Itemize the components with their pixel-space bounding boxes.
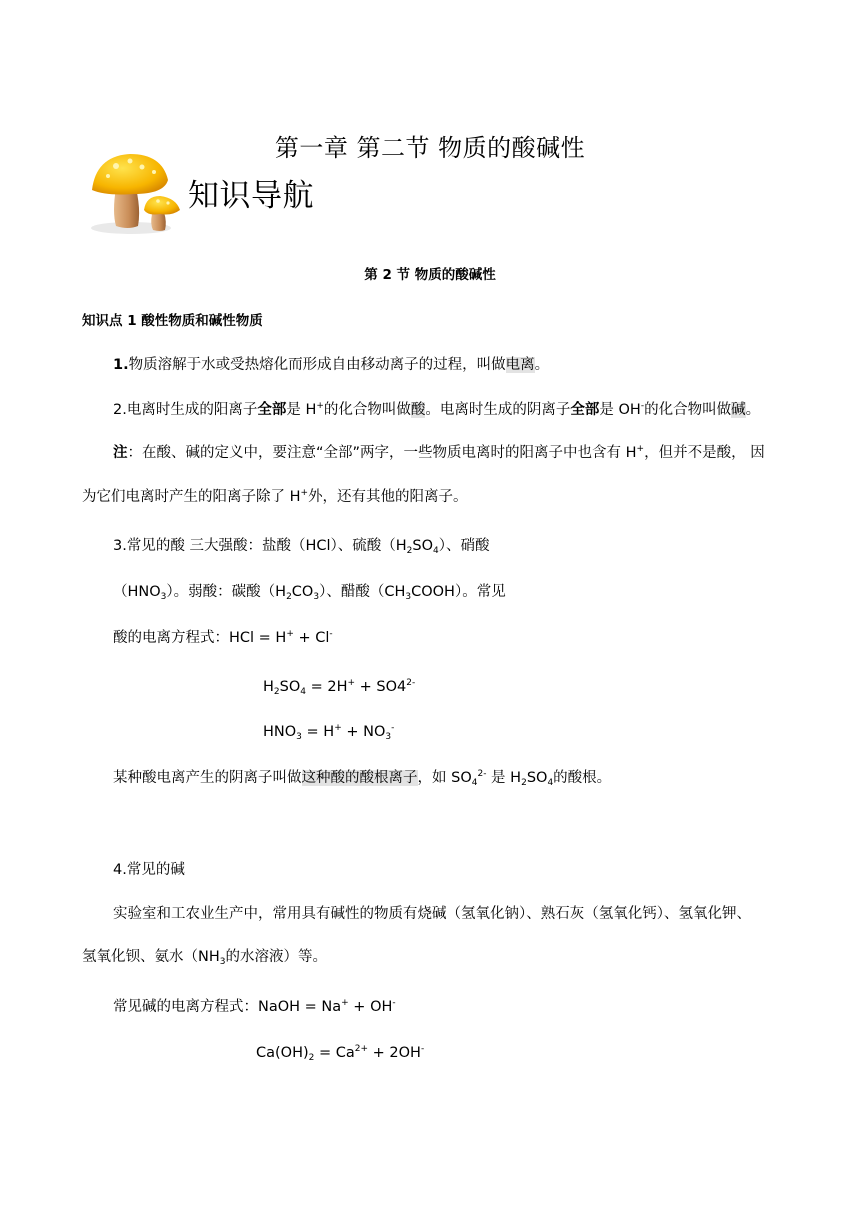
equation-caoh2 <box>256 1043 424 1063</box>
p4-eq-label: 常见碱的电离方程式：NaOH = Na <box>113 999 342 1015</box>
p2-text-f: 的化合物叫做 <box>644 402 732 418</box>
p3-sub-2b: 2 <box>286 592 292 602</box>
paragraph-2 <box>113 400 760 420</box>
acid-root-text-a: 某种酸电离产生的阴离子叫做 <box>113 770 302 786</box>
eq1-c: = 2H <box>306 679 348 695</box>
note-text-1-end: ，但并不是酸， 因 <box>644 445 765 461</box>
note-text-2a: 为它们电离时产生的阳离子除了 H <box>82 489 301 505</box>
p3-text-3: 酸的电离方程式：HCl = H <box>113 630 287 646</box>
p3-text-1b: SO <box>412 538 434 554</box>
eq1-a: H <box>263 679 274 695</box>
equation-hno3 <box>263 722 394 742</box>
eq3-sup-2plus: 2+ <box>354 1044 369 1054</box>
paragraph-3-line-3 <box>113 628 333 648</box>
p4-text-2b: 的水溶液）等。 <box>225 949 327 965</box>
base-equation-label <box>113 997 396 1017</box>
eq3-a: Ca(OH) <box>256 1045 309 1061</box>
mushroom-icon <box>86 150 186 236</box>
eq2-c: + NO <box>341 724 386 740</box>
p3-sup-plus: + <box>286 629 294 639</box>
p3-text-1: 3.常见的酸 三大强酸：盐酸（HCl）、硫酸（H <box>113 538 407 554</box>
paragraph-acid-root <box>113 768 611 788</box>
p3-sub-3c: 3 <box>313 592 320 602</box>
paragraph-3-line-1 <box>113 536 490 556</box>
p3-text-2e: COOH）。常见 <box>411 584 506 600</box>
acid-root-term: 这种酸的酸根离子 <box>301 770 418 786</box>
acid-root-text-c: 是 H <box>486 770 522 786</box>
acid-root-text-e: 的酸根。 <box>553 770 612 786</box>
paragraph-3-line-2 <box>113 582 506 602</box>
p3-text-2b: ）。弱酸：碳酸（H <box>166 584 287 600</box>
p2-text-d: 。电离时生成的阴离子 <box>425 402 571 418</box>
p3-text-2a: （HNO <box>113 584 161 600</box>
knowledge-point-heading: 知识点 1 酸性物质和碱性物质 <box>82 313 263 329</box>
p3-text-1c: ）、硝酸 <box>438 538 490 554</box>
eq3-c: + 2OH <box>368 1045 421 1061</box>
p2-text-a: 2.电离时生成的阳离子 <box>113 402 258 418</box>
paragraph-4-heading: 4.常见的碱 <box>113 862 185 878</box>
eq2-sup-minus: - <box>391 723 395 733</box>
p3-text-2d: ）、醋酸（CH <box>319 584 406 600</box>
eq3-sub-2: 2 <box>308 1053 315 1063</box>
eq1-d: + SO <box>355 679 398 695</box>
eq1-b: SO <box>279 679 301 695</box>
note-line-2 <box>82 487 468 507</box>
p2-sup-minus: - <box>640 401 645 411</box>
p2-text-e: 是 OH <box>599 402 641 418</box>
eq1-sup-plus: + <box>347 678 356 688</box>
p4-eq-label-b: + OH <box>348 999 393 1015</box>
p2-text-c: 的化合物叫做 <box>323 402 411 418</box>
p3-text-3b: + Cl <box>293 630 330 646</box>
p2-emph-2: 全部 <box>570 402 600 418</box>
paragraph-4-line-1: 实验室和工农业生产中，常用具有碱性的物质有烧碱（氢氧化钠）、熟石灰（氢氧化钙）、氢氧化钾、 <box>113 906 751 922</box>
p2-term-acid: 酸 <box>410 402 426 418</box>
p2-term-base: 碱 <box>731 402 746 418</box>
p3-sub-3d: 3 <box>405 592 412 602</box>
paragraph-4-line-2 <box>82 947 327 967</box>
p2-text-g: 。 <box>745 402 761 418</box>
p3-sub-2: 2 <box>406 546 413 556</box>
p1-number: 1. <box>113 357 129 373</box>
eq1-sub-4: 4 <box>300 687 306 697</box>
note-text-1: ：在酸、碱的定义中，要注意“全部”两字，一些物质电离时的阳离子中也含有 H <box>127 445 637 461</box>
p2-emph-1: 全部 <box>257 402 287 418</box>
eq1-four: 4 <box>397 679 407 695</box>
p1-term: 电离 <box>505 357 535 373</box>
eq3-sup-minus: - <box>420 1044 425 1054</box>
acid-root-sub-4b: 4 <box>547 778 554 788</box>
eq2-sub-3b: 3 <box>385 732 392 742</box>
p2-sup-plus: + <box>316 401 324 411</box>
nav-heading: 知识导航 <box>188 178 314 214</box>
p4-sup-plus: + <box>341 998 349 1008</box>
acid-root-sup-2minus: 2- <box>477 769 487 779</box>
eq2-sup-plus: + <box>334 723 342 733</box>
note-sup-plus-2: + <box>300 488 309 498</box>
acid-root-sub-4: 4 <box>471 778 478 788</box>
p4-text-2a: 氢氧化钡、氨水（NH <box>82 949 220 965</box>
note-line-1 <box>113 443 765 463</box>
paragraph-1 <box>113 355 549 375</box>
equation-h2so4 <box>263 677 415 697</box>
acid-root-text-b: ，如 SO <box>417 770 472 786</box>
p4-sup-minus: - <box>392 998 396 1008</box>
note-text-2b: 外，还有其他的阳离子。 <box>308 489 468 505</box>
p3-sub-4: 4 <box>433 546 439 556</box>
note-sup-plus: + <box>636 444 645 454</box>
acid-root-text-d: SO <box>526 770 548 786</box>
page-title: 第一章 第二节 物质的酸碱性 <box>274 134 586 162</box>
p1-text: 物质溶解于水或受热熔化而形成自由移动离子的过程，叫做 <box>128 357 506 373</box>
p3-sup-minus: - <box>329 629 333 639</box>
p3-text-2c: CO <box>291 584 314 600</box>
note-label: 注 <box>113 445 128 461</box>
section-heading: 第 2 节 物质的酸碱性 <box>364 267 496 283</box>
acid-root-sub-2: 2 <box>521 778 527 788</box>
eq2-sub-3: 3 <box>296 732 302 742</box>
eq2-b: = H <box>301 724 335 740</box>
eq2-a: HNO <box>263 724 297 740</box>
p2-text-b: 是 H <box>286 402 317 418</box>
eq1-sup-2minus: 2- <box>406 678 416 688</box>
eq3-b: = Ca <box>314 1045 355 1061</box>
p4-sub-3: 3 <box>219 957 226 967</box>
eq1-sub-2: 2 <box>273 687 280 697</box>
p3-sub-3a: 3 <box>160 592 167 602</box>
p1-end: 。 <box>534 357 550 373</box>
